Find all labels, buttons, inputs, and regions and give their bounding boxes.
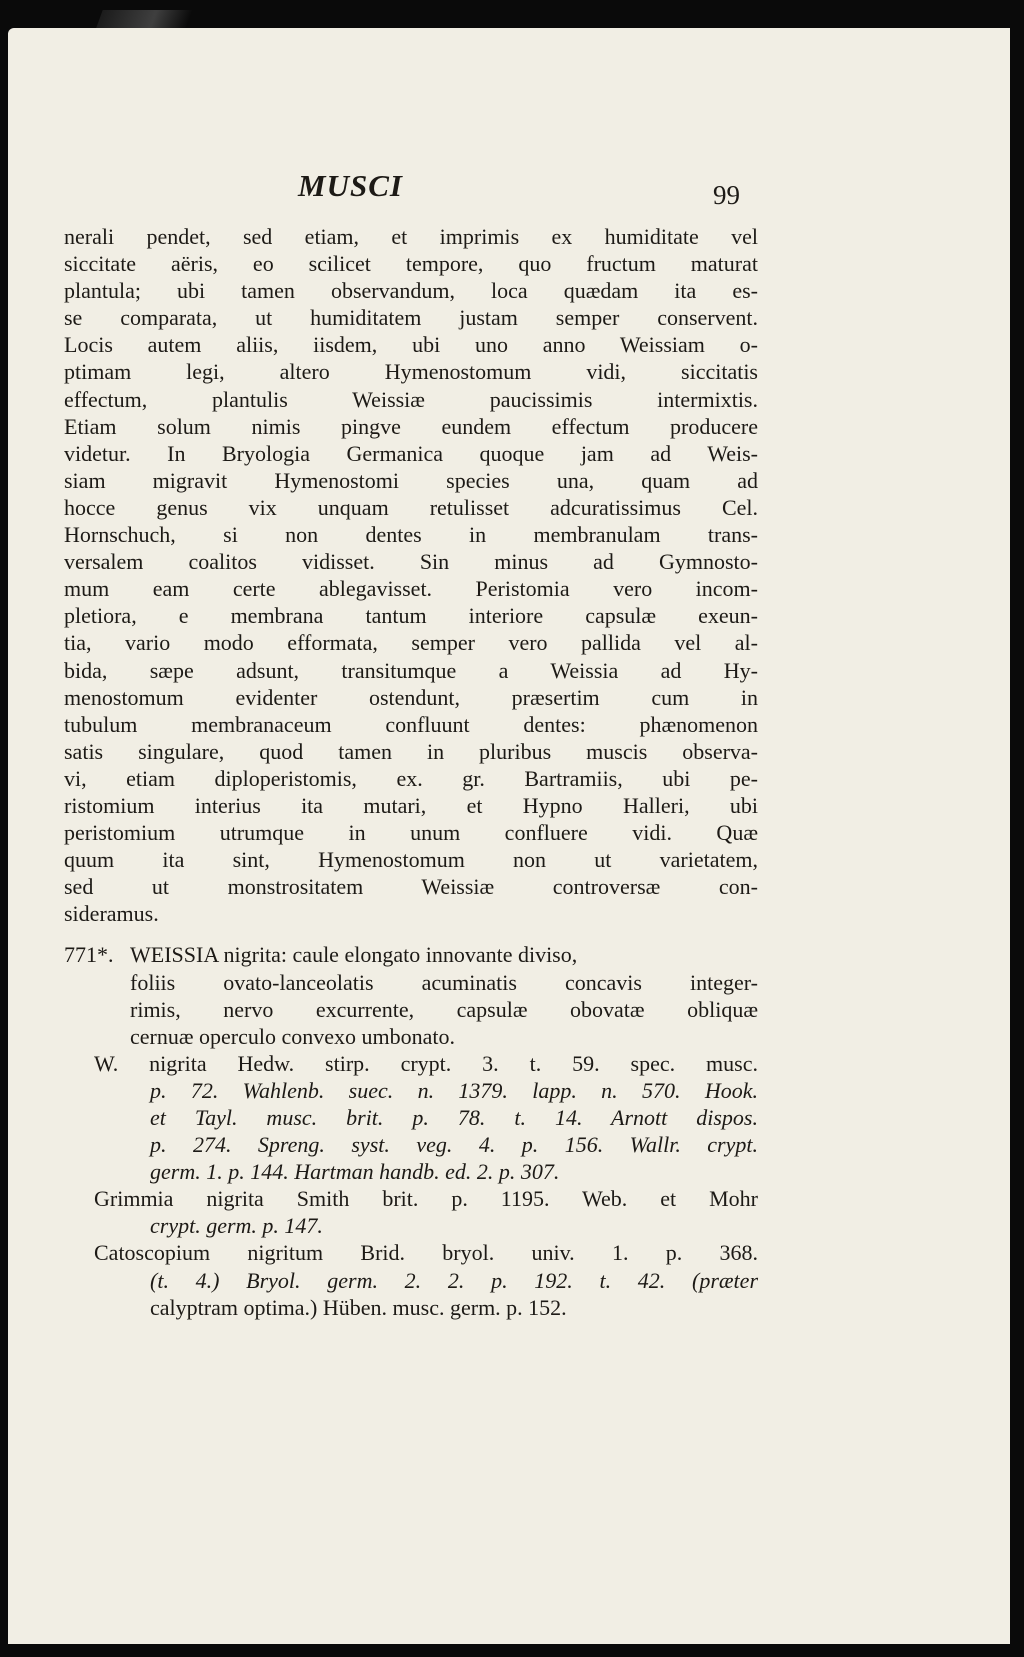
text-line: mum eam certe ablegavisset. Peristomia vero incom- [64, 576, 758, 602]
text-line: quum ita sint, Hymenostomum non ut varietatem, [64, 847, 758, 873]
entry-diagnosis-line: rimis, nervo excurrente, capsulæ obovatæ obliquæ [130, 996, 758, 1022]
book-page [8, 28, 1010, 1644]
synonym-line: (t. 4.) Bryol. germ. 2. 2. p. 192. t. 42. (præter [150, 1267, 758, 1293]
text-line: ptimam legi, altero Hymenostomum vidi, siccitatis [64, 359, 758, 385]
text-line: satis singulare, quod tamen in pluribus muscis observa- [64, 738, 758, 764]
synonym-line: p. 72. Wahlenb. suec. n. 1379. lapp. n. 570. Hook. [150, 1077, 758, 1103]
synonym-line: Catoscopium nigritum Brid. bryol. univ. 1. p. 368. [94, 1240, 758, 1266]
text-line: Etiam solum nimis pingve eundem effectum producere [64, 413, 758, 439]
text-line: hocce genus vix unquam retulisset adcuratissimus Cel. [64, 494, 758, 520]
text-line: menostomum evidenter ostendunt, præsertim cum in [64, 684, 758, 710]
entry-diagnosis-line: WEISSIA nigrita: caule elongato innovante diviso, [130, 942, 578, 968]
text-line: nerali pendet, sed etiam, et imprimis ex humiditate vel [64, 224, 758, 249]
text-line: tubulum membranaceum confluunt dentes: phænomenon [64, 711, 758, 737]
page-number: 99 [713, 180, 740, 210]
synonym-line: et Tayl. musc. brit. p. 78. t. 14. Arnott dispos. [150, 1105, 758, 1130]
text-line: sideramus. [64, 901, 159, 927]
body-text [64, 223, 758, 1321]
running-head-title: MUSCI [298, 168, 403, 203]
entry-number: 771*. [64, 942, 114, 968]
synonym-line: p. 274. Spreng. syst. veg. 4. p. 156. Wallr. crypt. [150, 1132, 758, 1158]
text-line: vi, etiam diploperistomis, ex. gr. Bartramiis, ubi pe- [64, 765, 758, 791]
synonym-line: Grimmia nigrita Smith brit. p. 1195. Web. et Mohr [94, 1186, 758, 1212]
text-line: versalem coalitos vidisset. Sin minus ad Gymnosto- [64, 549, 758, 575]
text-line: pletiora, e membrana tantum interiore capsulæ exeun- [64, 603, 758, 629]
text-line: siccitate aëris, eo scilicet tempore, quo fructum maturat [64, 251, 758, 277]
entry-diagnosis-line: foliis ovato-lanceolatis acuminatis concavis integer- [130, 969, 758, 995]
spacer [64, 927, 758, 941]
text-line: effectum, plantulis Weissiæ paucissimis intermixtis. [64, 386, 758, 412]
synonym-line: W. nigrita Hedw. stirp. crypt. 3. t. 59. spec. musc. [94, 1050, 758, 1076]
running-head [8, 168, 1010, 208]
text-line: se comparata, ut humiditatem justam semper conservent. [64, 305, 758, 331]
text-line: videtur. In Bryologia Germanica quoque jam ad Weis- [64, 440, 758, 466]
text-line: Locis autem aliis, iisdem, ubi uno anno Weissiam o- [64, 332, 758, 358]
text-line: sed ut monstrositatem Weissiæ controversæ con- [64, 874, 758, 900]
synonym-line: crypt. germ. p. 147. [150, 1213, 323, 1239]
synonym-line: calyptram optima.) Hüben. musc. germ. p. 152. [150, 1294, 567, 1320]
text-line: Hornschuch, si non dentes in membranulam trans- [64, 522, 758, 548]
text-line: plantula; ubi tamen observandum, loca quædam ita es- [64, 278, 758, 304]
text-line: ristomium interius ita mutari, et Hypno Halleri, ubi [64, 792, 758, 818]
text-line: siam migravit Hymenostomi species una, quam ad [64, 467, 758, 493]
synonym-line: germ. 1. p. 144. Hartman handb. ed. 2. p. 307. [150, 1159, 560, 1185]
entry-heading-line [64, 941, 758, 968]
entry-diagnosis-line: cernuæ operculo convexo umbonato. [130, 1023, 456, 1049]
species-entry [64, 941, 758, 1320]
text-line: bida, sæpe adsunt, transitumque a Weissia ad Hy- [64, 657, 758, 683]
text-line: peristomium utrumque in unum confluere vidi. Quæ [64, 820, 758, 846]
paragraph [64, 223, 758, 927]
text-line: tia, vario modo efformata, semper vero pallida vel al- [64, 630, 758, 656]
